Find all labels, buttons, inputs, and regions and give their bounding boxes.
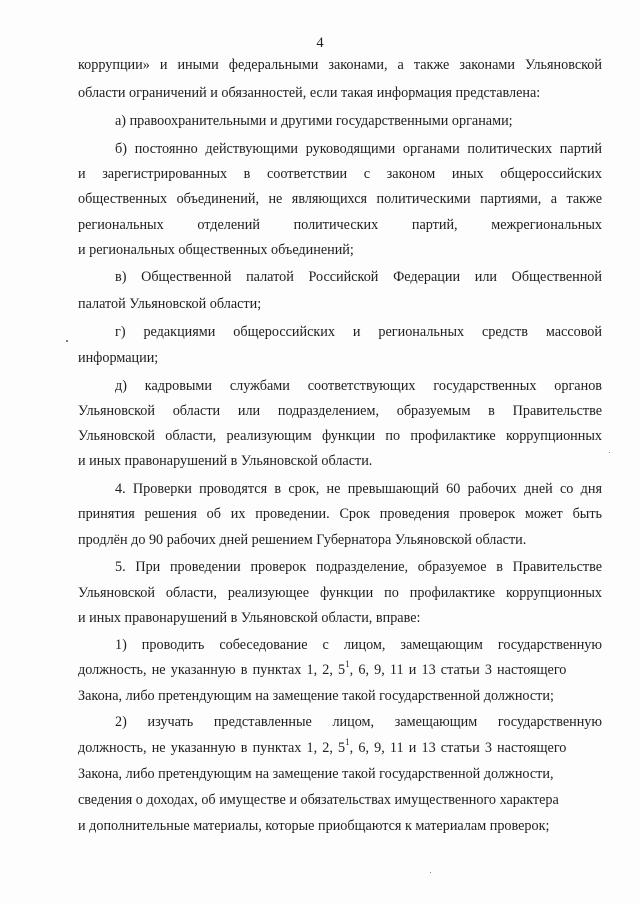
text-line: коррупции» и иными федеральными законами, а также законами Ульяновской: [78, 57, 602, 73]
superscript: 1: [345, 737, 350, 748]
text-fragment: , 6, 9, 11 и 13 статьи 3 настоящего: [349, 662, 567, 678]
text-line: Ульяновской области или подразделением, образуемым в Правительстве: [78, 403, 602, 419]
text-line: 2) изучать представленные лицом, замещающим государственную: [115, 714, 602, 730]
text-line: и региональных общественных объединений;: [78, 242, 354, 258]
text-line: Закона, либо претендующим на замещение такой государственной должности;: [78, 688, 554, 704]
text-line: принятия решения об их проведении. Срок проведения проверок может быть: [78, 506, 602, 522]
text-fragment: должность, не указанную в пунктах 1, 2, 5: [78, 662, 346, 678]
text-line: Ульяновской области, реализующее функции по профилактике коррупционных: [78, 585, 602, 601]
text-line: д) кадровыми службами соответствующих государственных органов: [115, 378, 602, 394]
page-number: 4: [316, 35, 324, 51]
text-line: г) редакциями общероссийских и региональных средств массовой: [115, 324, 602, 340]
text-line: 5. При проведении проверок подразделение, образуемое в Правительстве: [115, 559, 602, 575]
text-line: в) Общественной палатой Российской Федерации или Общественной: [115, 269, 602, 285]
text-line: [78, 661, 566, 679]
scan-speck: [430, 872, 431, 873]
text-fragment: должность, не указанную в пунктах 1, 2, 5: [78, 740, 346, 756]
text-line: [78, 739, 566, 757]
scan-speck: [66, 340, 68, 342]
text-line: Закона, либо претендующим на замещение такой государственной должности,: [78, 766, 554, 782]
text-line: 4. Проверки проводятся в срок, не превышающий 60 рабочих дней со дня: [115, 481, 602, 497]
text-line: общественных объединений, не являющихся политическими партиями, а также: [78, 191, 602, 207]
text-line: и иных правонарушений в Ульяновской области.: [78, 453, 373, 469]
text-line: информации;: [78, 350, 159, 366]
text-line: Ульяновской области, реализующим функции по профилактике коррупционных: [78, 428, 602, 444]
text-line: палатой Ульяновской области;: [78, 296, 262, 312]
text-line: и дополнительные материалы, которые приобщаются к материалам проверок;: [78, 818, 550, 834]
scan-speck: [609, 452, 610, 453]
text-line: б) постоянно действующими руководящими органами политических партий: [115, 141, 602, 157]
text-line: и зарегистрированных в соответствии с законом иных общероссийских: [78, 166, 602, 182]
text-line: 1) проводить собеседование с лицом, замещающим государственную: [115, 637, 602, 653]
text-line: сведения о доходах, об имуществе и обязательствах имущественного характера: [78, 792, 559, 808]
text-line: продлён до 90 рабочих дней решением Губернатора Ульяновской области.: [78, 532, 527, 548]
text-fragment: , 6, 9, 11 и 13 статьи 3 настоящего: [349, 740, 567, 756]
text-line: а) правоохранительными и другими государственными органами;: [115, 113, 513, 129]
superscript: 1: [345, 659, 350, 670]
text-line: региональных отделений политических партий, межрегиональных: [78, 217, 602, 233]
text-line: и иных правонарушений в Ульяновской области, вправе:: [78, 610, 421, 626]
text-line: области ограничений и обязанностей, если такая информация представлена:: [78, 85, 541, 101]
